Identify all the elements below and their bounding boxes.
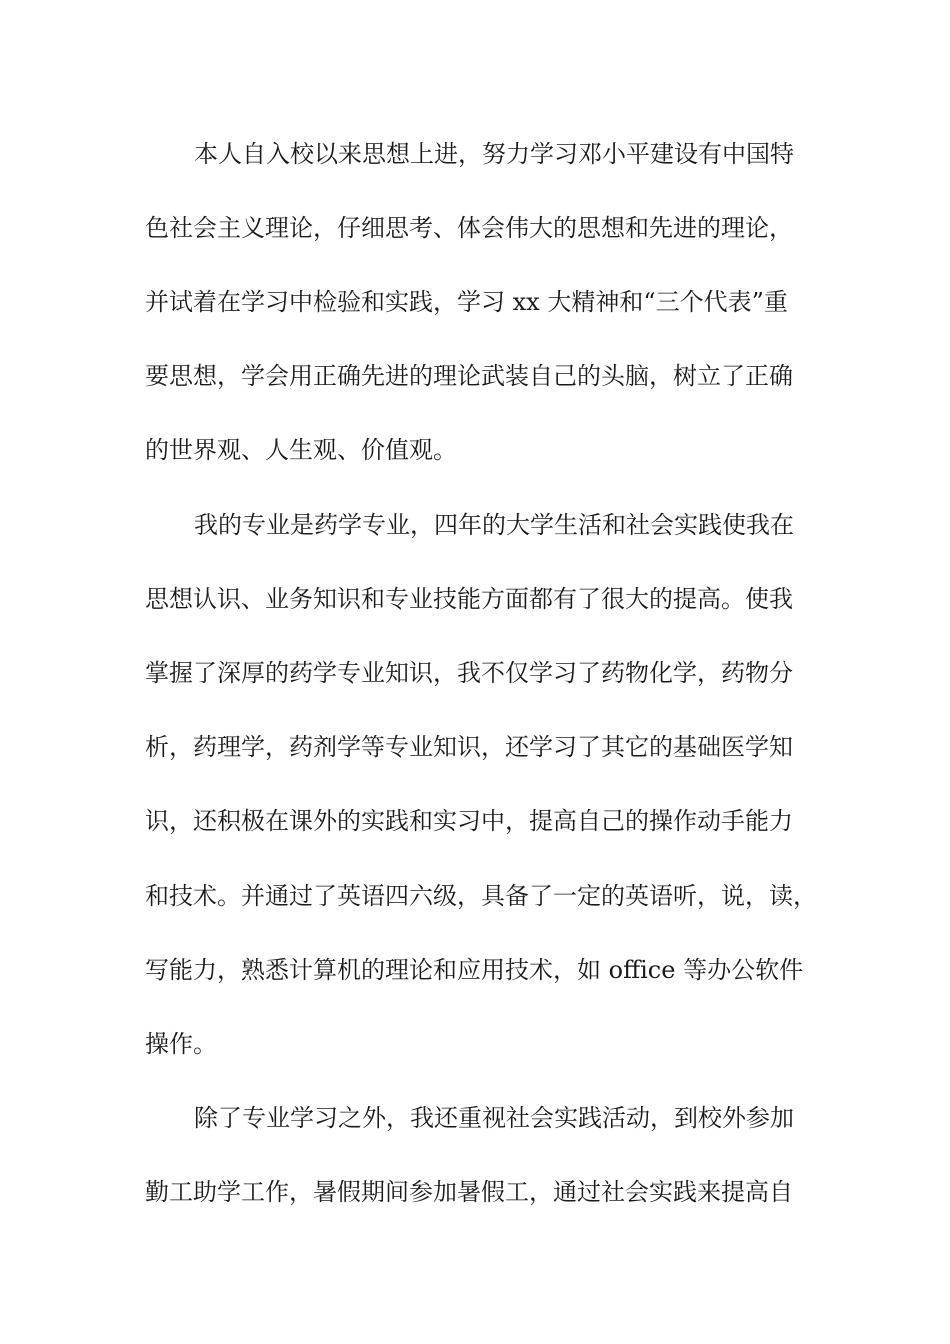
paragraph-3-line-1 [0, 1098, 950, 1138]
paragraph-2-line-1 [0, 505, 950, 545]
text-line: 识，还积极在课外的实践和实习中，提高自己的操作动手能力 [145, 807, 793, 835]
paragraph-2-line-8 [0, 1024, 950, 1064]
paragraph-2-line-2 [0, 579, 950, 619]
text-line: 勤工助学工作，暑假期间参加暑假工，通过社会实践来提高自 [145, 1178, 793, 1206]
paragraph-2-line-7 [0, 950, 950, 990]
text-line: 并试着在学习中检验和实践，学习 xx 大精神和“三个代表”重 [145, 288, 788, 316]
paragraph-1-line-1 [0, 134, 950, 174]
paragraph-1-line-5 [0, 430, 950, 470]
paragraph-3-line-2 [0, 1172, 950, 1212]
text-line: 掌握了深厚的药学专业知识，我不仅学习了药物化学，药物分 [145, 659, 793, 687]
paragraph-2-line-4 [0, 727, 950, 767]
paragraph-1-line-2 [0, 208, 950, 248]
paragraph-2-line-3 [0, 653, 950, 693]
paragraph-1-line-4 [0, 356, 950, 396]
text-line: 本人自入校以来思想上进，努力学习邓小平建设有中国特 [194, 140, 794, 168]
text-line: 析，药理学，药剂学等专业知识，还学习了其它的基础医学知 [145, 733, 793, 761]
text-line: 除了专业学习之外，我还重视社会实践活动，到校外参加 [194, 1104, 794, 1132]
text-line: 写能力，熟悉计算机的理论和应用技术，如 office 等办公软件 [145, 956, 804, 984]
text-line: 我的专业是药学专业，四年的大学生活和社会实践使我在 [194, 511, 794, 539]
text-line: 色社会主义理论，仔细思考、体会伟大的思想和先进的理论， [145, 214, 793, 242]
text-line: 要思想，学会用正确先进的理论武装自己的头脑，树立了正确 [145, 362, 793, 390]
paragraph-2-line-5 [0, 801, 950, 841]
text-line: 操作。 [145, 1030, 217, 1058]
paragraph-1-line-3 [0, 282, 950, 322]
text-line: 思想认识、业务知识和专业技能方面都有了很大的提高。使我 [145, 585, 793, 613]
paragraph-2-line-6 [0, 876, 950, 916]
text-line: 和技术。并通过了英语四六级，具备了一定的英语听，说，读， [145, 882, 817, 910]
text-line: 的世界观、人生观、价值观。 [145, 436, 457, 464]
